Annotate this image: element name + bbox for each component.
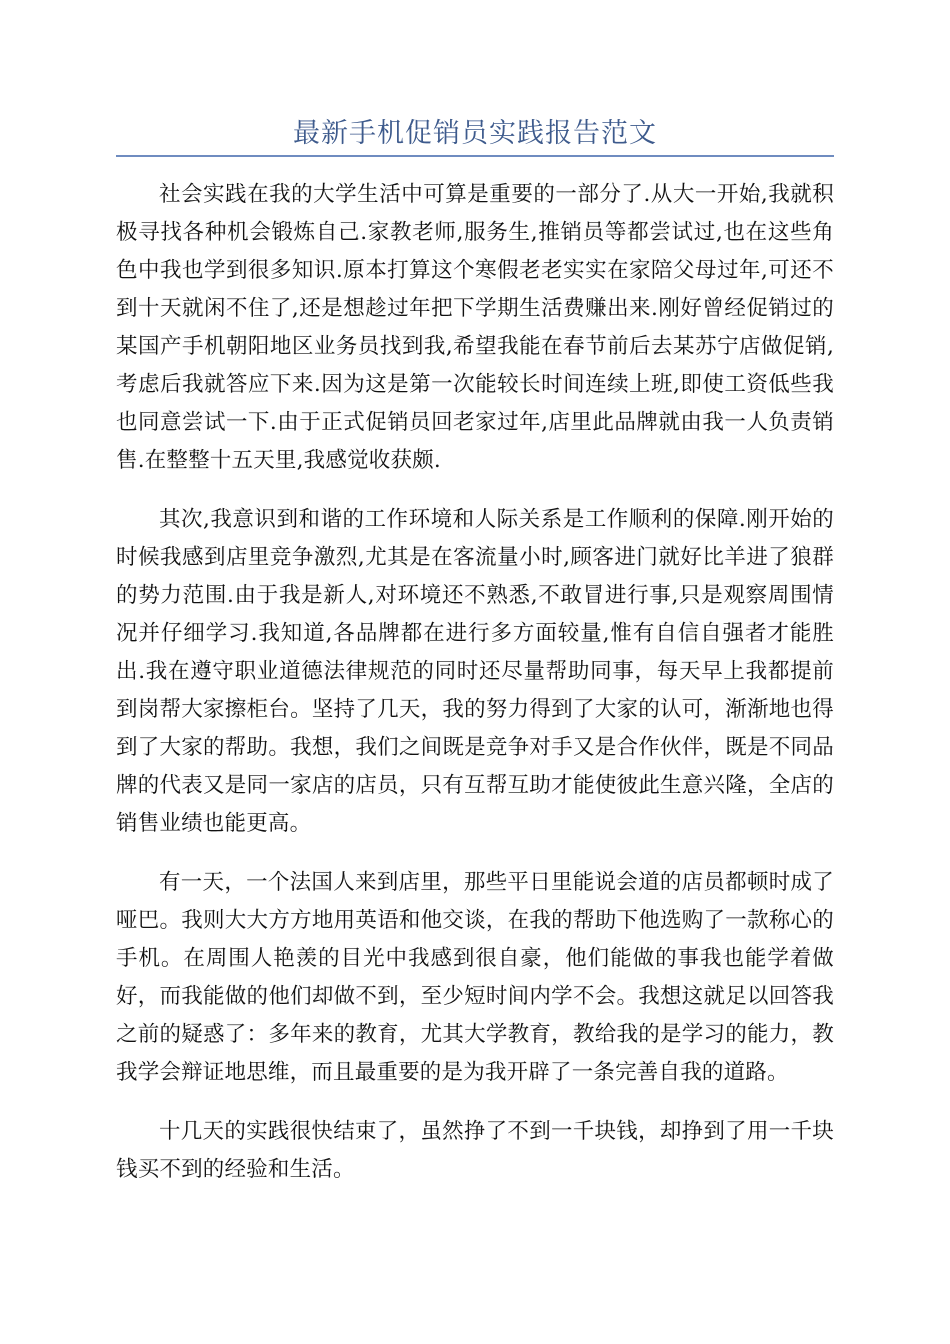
paragraph-2: 其次,我意识到和谐的工作环境和人际关系是工作顺利的保障.刚开始的时候我感到店里竞争激烈,尤其是在客流量小时,顾客进门就好比羊进了狼群的势力范围.由于我是新人,对环境还不熟悉,不敢冒进行事,只是观察周围情况并仔细学习.我知道,各品牌都在进行多方面较量,惟有自信自强者才能胜出.我在遵守职业道德法律规范的同时还尽量帮助同事，每天早上我都提前到岗帮大家擦柜台。坚持了几天，我的努力得到了大家的认可，渐渐地也得到了大家的帮助。我想，我们之间既是竞争对手又是合作伙伴，既是不同品牌的代表又是同一家店的店员，只有互帮互助才能使彼此生意兴隆，全店的销售业绩也能更高。 — [116, 507, 834, 836]
document-title: 最新手机促销员实践报告范文 — [293, 118, 657, 149]
document-body — [116, 176, 834, 1210]
paragraph-1: 社会实践在我的大学生活中可算是重要的一部分了.从大一开始,我就积极寻找各种机会锻炼自己.家教老师,服务生,推销员等都尝试过,也在这些角色中我也学到很多知识.原本打算这个寒假老老实实在家陪父母过年,可还不到十天就闲不住了,还是想趁过年把下学期生活费赚出来.刚好曾经促销过的某国产手机朝阳地区业务员找到我,希望我能在春节前后去某苏宁店做促销,考虑后我就答应下来.因为这是第一次能较长时间连续上班,即使工资低些我也同意尝试一下.由于正式促销员回老家过年,店里此品牌就由我一人负责销售.在整整十五天里,我感觉收获颇. — [116, 182, 834, 473]
title-underline — [116, 155, 834, 157]
paragraph-4: 十几天的实践很快结束了，虽然挣了不到一千块钱，却挣到了用一千块钱买不到的经验和生活。 — [116, 1119, 834, 1182]
paragraph-3: 有一天，一个法国人来到店里，那些平日里能说会道的店员都顿时成了哑巴。我则大大方方地用英语和他交谈，在我的帮助下他选购了一款称心的手机。在周围人艳羡的目光中我感到很自豪，他们能做的事我也能学着做好，而我能做的他们却做不到，至少短时间内学不会。我想这就足以回答我之前的疑惑了：多年来的教育，尤其大学教育，教给我的是学习的能力，教我学会辩证地思维，而且最重要的是为我开辟了一条完善自我的道路。 — [116, 870, 834, 1085]
